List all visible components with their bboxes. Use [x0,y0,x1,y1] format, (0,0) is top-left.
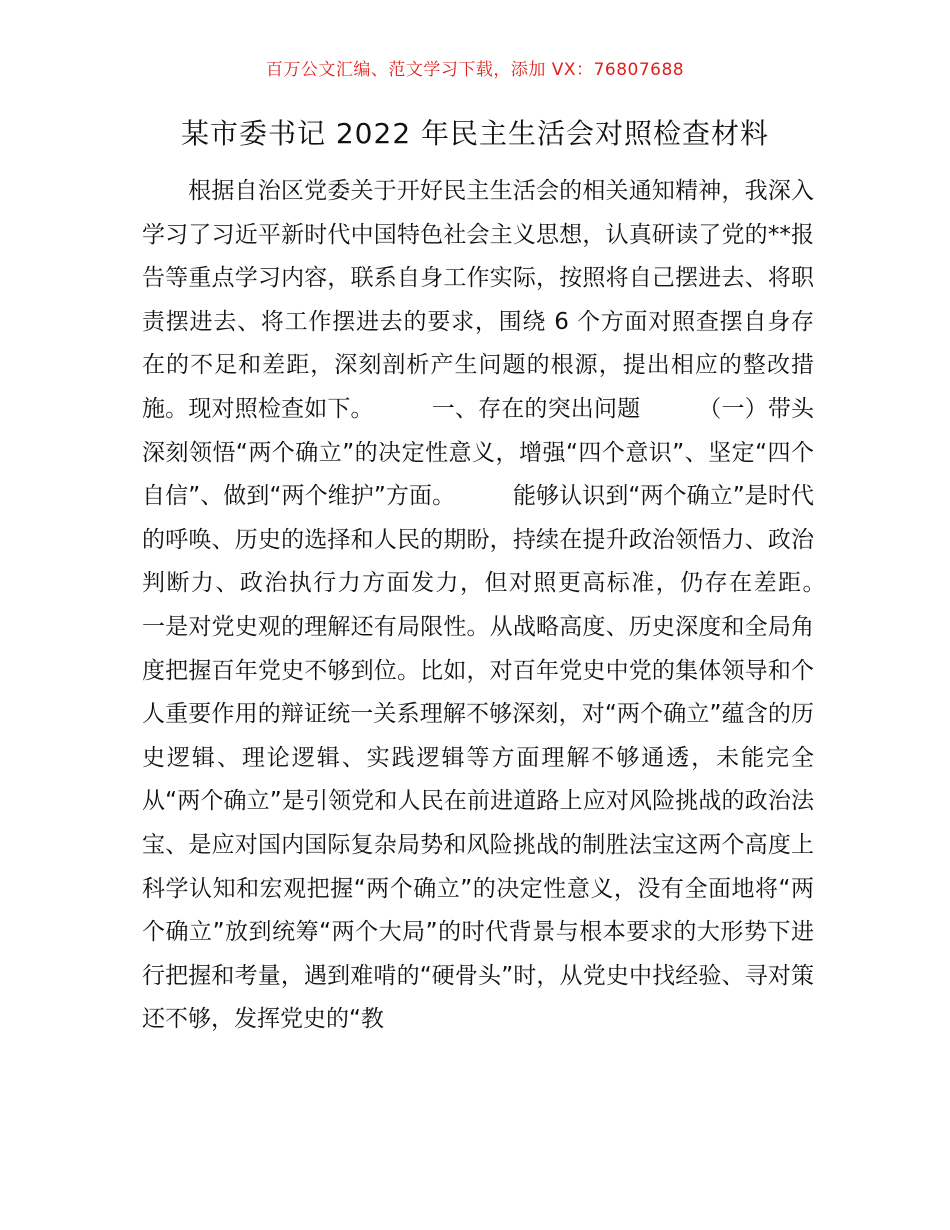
document-title: 某市委书记 2022 年民主生活会对照检查材料 [180,117,770,150]
watermark-banner: 百万公文汇编、范文学习下载，添加 VX：76807688 [265,60,685,80]
body-paragraph: 根据自治区党委关于开好民主生活会的相关通知精神，我深入学习了习近平新时代中国特色社会主义思想，认真研读了党的**报告等重点学习内容，联系自身工作实际，按照将自己摆进去、将职责摆进去、将工作摆进去的要求，围绕 6 个方面对照查摆自身存在的不足和差距，深刻剖析产生问题的根源，提出相应的整改措施。现对照检查如下。 一、存在的突出问题 （一）带头深刻领悟“两个确立”的决定性意义，增强“四个意识”、坚定“四个自信”、做到“两个维护”方面。 能够认识到“两个确立”是时代的呼唤、历史的选择和人民的期盼，持续在提升政治领悟力、政治判断力、政治执行力方面发力，但对照更高标准，仍存在差距。 一是对党史观的理解还有局限性。从战略高度、历史深度和全局角度把握百年党史不够到位。比如，对百年党史中党的集体领导和个人重要作用的辩证统一关系理解不够深刻，对“两个确立”蕴含的历史逻辑、理论逻辑、实践逻辑等方面理解不够通透，未能完全从“两个确立”是引领党和人民在前进道路上应对风险挑战的政治法宝、是应对国内国际复杂局势和风险挑战的制胜法宝这两个高度上科学认知和宏观把握“两个确立”的决定性意义，没有全面地将“两个确立”放到统筹“两个大局”的时代背景与根本要求的大形势下进行把握和考量，遇到难啃的“硬骨头”时，从党史中找经验、寻对策还不够，发挥党史的“教 [142,178,883,1033]
document-body [142,170,883,1042]
